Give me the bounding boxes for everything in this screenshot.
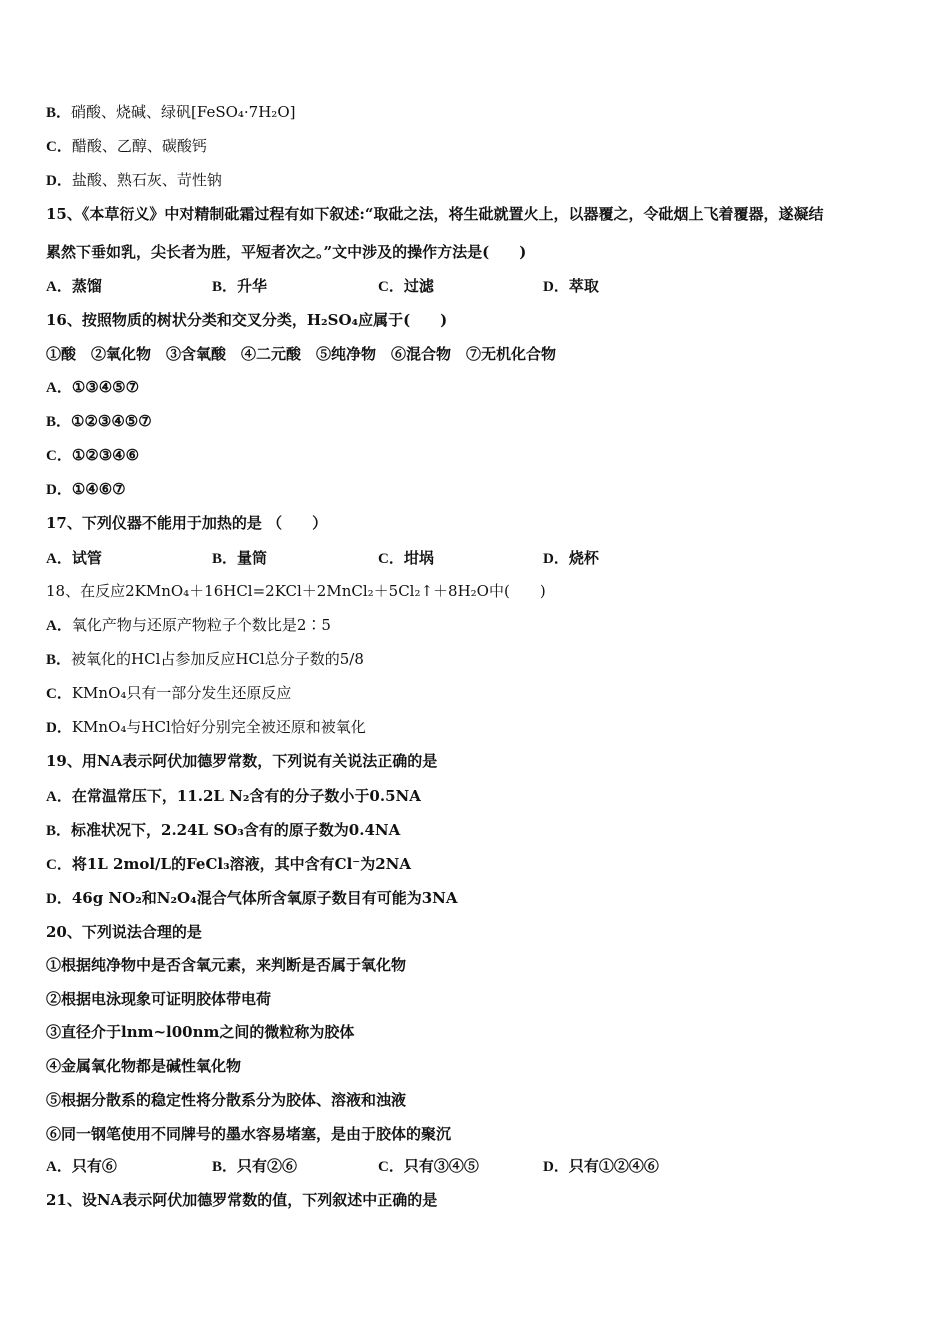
q19-option-d: D．46g NO₂和N₂O₄混合气体所含氧原子数目有可能为3NA: [46, 889, 458, 907]
q18-option-a: A．氧化产物与还原产物粒子个数比是2∶5: [46, 616, 331, 634]
q15-option-a: A．蒸馏: [46, 277, 102, 295]
q18-option-d: D．KMnO₄与HCl恰好分别完全被还原和被氧化: [46, 718, 366, 736]
q18-option-c: C．KMnO₄只有一部分发生还原反应: [46, 684, 292, 702]
q16-option-d: D．①④⑥⑦: [46, 480, 126, 498]
q21-stem: 21、设NA表示阿伏加德罗常数的值，下列叙述中正确的是: [46, 1191, 438, 1209]
q17-option-d: D．烧杯: [543, 549, 599, 567]
q17-option-a: A．试管: [46, 549, 102, 567]
q15-option-c: C．过滤: [378, 277, 434, 295]
q20-option-c: C．只有③④⑤: [378, 1157, 479, 1175]
q20-option-b: B．只有②⑥: [212, 1157, 298, 1175]
q20-statement-5: ⑤根据分散系的稳定性将分散系分为胶体、溶液和浊液: [46, 1091, 407, 1109]
q17-stem: 17、下列仪器不能用于加热的是 （ ）: [46, 514, 328, 532]
q18-stem: 18、在反应2KMnO₄＋16HCl=2KCl＋2MnCl₂＋5Cl₂↑＋8H₂O中( ): [46, 582, 546, 600]
q14-option-b: B．硝酸、烧碱、绿矾[FeSO₄·7H₂O]: [46, 103, 296, 121]
q15-option-b: B．升华: [212, 277, 268, 295]
q20-statement-6: ⑥同一钢笔使用不同牌号的墨水容易堵塞，是由于胶体的聚沉: [46, 1125, 452, 1143]
q14-option-c: C．醋酸、乙醇、碳酸钙: [46, 137, 207, 155]
q16-option-a: A．①③④⑤⑦: [46, 378, 140, 396]
q20-statement-3: ③直径介于lnm~l00nm之间的微粒称为胶体: [46, 1023, 355, 1041]
q20-statement-4: ④金属氧化物都是碱性氧化物: [46, 1057, 242, 1075]
q16-stem: 16、按照物质的树状分类和交叉分类，H₂SO₄应属于( ): [46, 311, 448, 329]
q15-stem-line2: 累然下垂如乳，尖长者为胜，平短者次之。”文中涉及的操作方法是( ): [46, 243, 527, 261]
q19-option-c: C．将1L 2mol/L的FeCl₃溶液，其中含有Cl⁻为2NA: [46, 855, 412, 873]
q20-option-a: A．只有⑥: [46, 1157, 117, 1175]
q16-items: ①酸 ②氧化物 ③含氧酸 ④二元酸 ⑤纯净物 ⑥混合物 ⑦无机化合物: [46, 345, 557, 363]
q20-option-d: D．只有①②④⑥: [543, 1157, 659, 1175]
q19-stem: 19、用NA表示阿伏加德罗常数，下列说有关说法正确的是: [46, 752, 438, 770]
q18-option-b: B．被氧化的HCl占参加反应HCl总分子数的5/8: [46, 650, 364, 668]
q17-option-c: C．坩埚: [378, 549, 434, 567]
q17-option-b: B．量筒: [212, 549, 268, 567]
q20-statement-1: ①根据纯净物中是否含氧元素，来判断是否属于氧化物: [46, 956, 407, 974]
q19-option-a: A．在常温常压下，11.2L N₂含有的分子数小于0.5NA: [46, 787, 421, 805]
q20-statement-2: ②根据电泳现象可证明胶体带电荷: [46, 990, 272, 1008]
q15-stem-line1: 15、《本草衍义》中对精制砒霜过程有如下叙述:“取砒之法，将生砒就置火上，以器覆之，令砒烟上飞着覆器，遂凝结: [46, 205, 824, 223]
q19-option-b: B．标准状况下，2.24L SO₃含有的原子数为0.4NA: [46, 821, 401, 839]
q16-option-b: B．①②③④⑤⑦: [46, 412, 152, 430]
q20-stem: 20、下列说法合理的是: [46, 923, 202, 941]
q15-option-d: D．萃取: [543, 277, 599, 295]
q16-option-c: C．①②③④⑥: [46, 446, 140, 464]
q14-option-d: D．盐酸、熟石灰、苛性钠: [46, 171, 222, 189]
